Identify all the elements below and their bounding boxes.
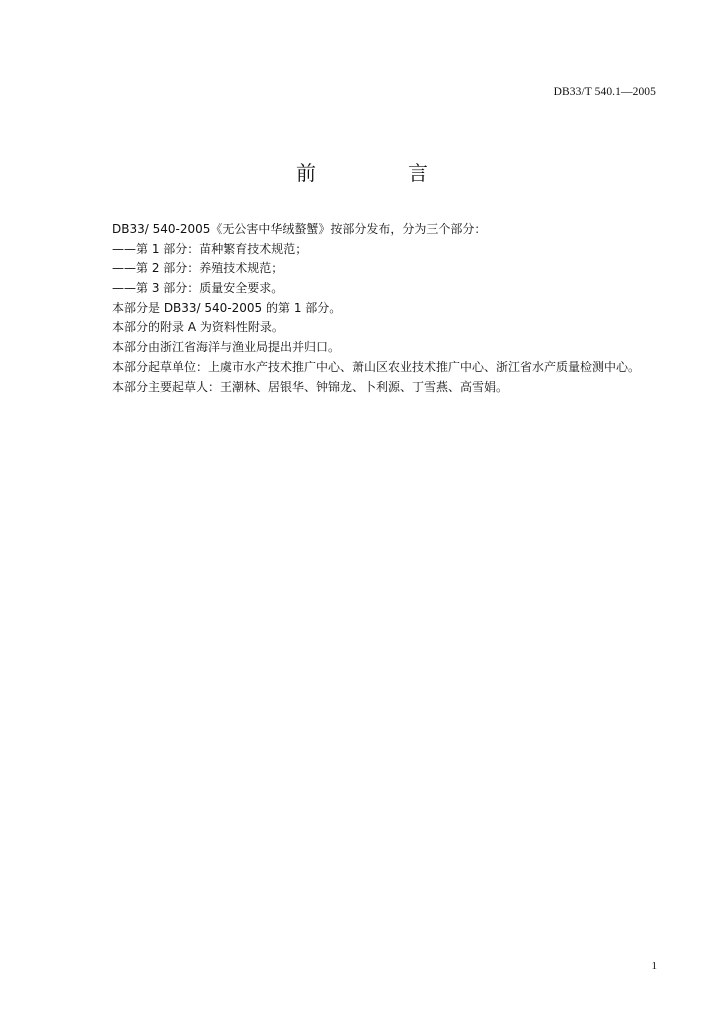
- standard-code: DB33/T 540.1—2005: [553, 86, 656, 98]
- body-line-8: 本部分起草单位：上虞市水产技术推广中心、萧山区农业技术推广中心、浙江省水产质量检测中心。: [112, 359, 641, 374]
- body-line-7: 本部分由浙江省海洋与渔业局提出并归口。: [112, 340, 341, 355]
- body-line-4: ——第 3 部分：质量安全要求。: [112, 281, 284, 296]
- body-line-6: 本部分的附录 A 为资料性附录。: [112, 320, 284, 335]
- page-number: 1: [651, 960, 657, 972]
- body-line-9: 本部分主要起草人：王潮林、居银华、钟锦龙、卜利源、丁雪燕、高雪娟。: [112, 379, 509, 394]
- body-line-5: 本部分是 DB33/ 540-2005 的第 1 部分。: [112, 300, 342, 315]
- body-line-2: ——第 1 部分：苗种繁育技术规范；: [112, 241, 308, 256]
- body-line-1: DB33/ 540-2005《无公害中华绒螯蟹》按部分发布，分为三个部分：: [112, 222, 487, 236]
- body-line-3: ——第 2 部分：养殖技术规范；: [112, 261, 284, 276]
- foreword-body: [112, 220, 672, 397]
- page-title: 前 言: [296, 161, 464, 185]
